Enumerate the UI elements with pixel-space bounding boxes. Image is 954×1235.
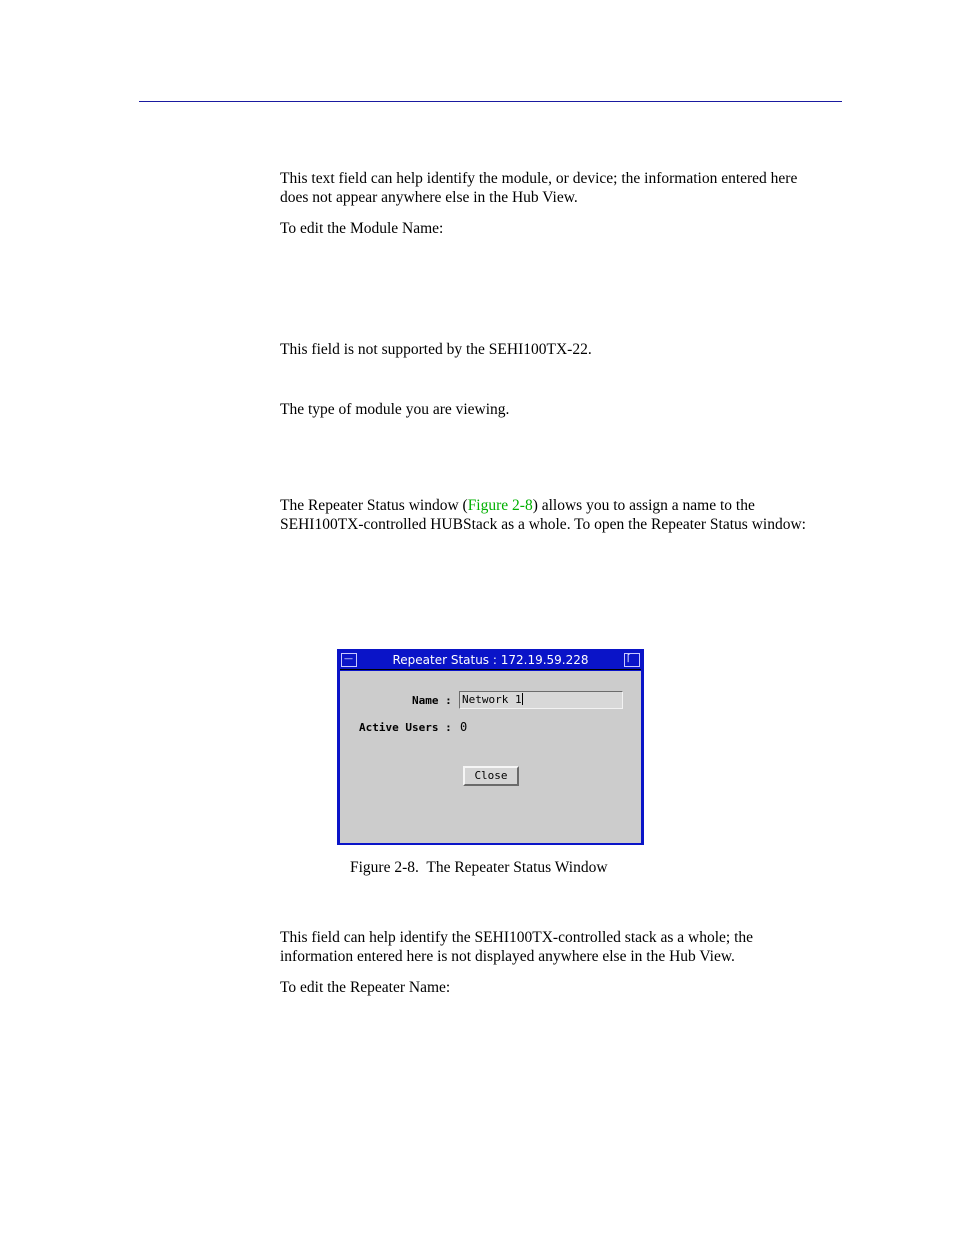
module-type-description: The type of module you are viewing. <box>280 401 510 418</box>
repeater-status-intro <box>280 496 828 534</box>
name-label: Name : <box>412 694 452 707</box>
name-input-value: Network 1 <box>462 693 522 706</box>
close-button[interactable]: Close <box>463 766 519 786</box>
window-resize-icon[interactable]: ⌈ <box>624 653 640 667</box>
active-users-label: Active Users : <box>359 721 452 734</box>
not-supported-note: This field is not supported by the SEHI100TX-22. <box>280 341 592 358</box>
repeater-name-edit-intro: To edit the Repeater Name: <box>280 979 451 996</box>
repeater-name-description: This field can help identify the SEHI100TX-controlled stack as a whole; the information entered here is not displayed anywhere else in the Hub View. <box>280 929 754 965</box>
active-users-value: 0 <box>460 720 468 734</box>
module-name-edit-intro: To edit the Module Name: <box>280 220 444 237</box>
window-menu-icon[interactable]: — <box>341 653 357 667</box>
name-input[interactable] <box>459 691 623 709</box>
window-title: Repeater Status : 172.19.59.228 <box>392 653 589 667</box>
window-client-area <box>340 671 641 843</box>
text-cursor-icon <box>522 693 523 705</box>
module-name-description: This text field can help identify the module, or device; the information entered here does not appear anywhere else in the Hub View. <box>280 170 798 206</box>
repeater-status-window <box>337 649 644 845</box>
figure-caption: Figure 2-8. The Repeater Status Window <box>350 859 608 876</box>
figure-2-8-link[interactable]: Figure 2-8 <box>467 497 533 514</box>
window-titlebar[interactable] <box>340 652 641 670</box>
repeater-intro-text-b: ) allows you to assign a name to the SEHI100TX-controlled HUBStack as a whole. To open the Repeater Status window: <box>280 497 806 533</box>
repeater-intro-text-a: The Repeater Status window ( <box>280 497 468 514</box>
header-rule <box>139 101 842 102</box>
